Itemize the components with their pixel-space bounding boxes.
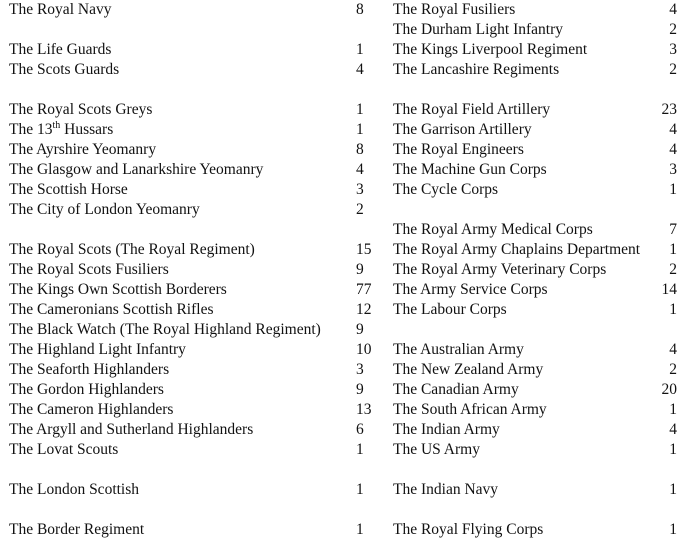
unit-name: The Scottish Horse (9, 181, 128, 198)
list-item (9, 260, 365, 280)
unit-name: The Kings Liverpool Regiment (393, 41, 588, 58)
unit-count: 4 (669, 141, 677, 158)
unit-name: The Royal Fusiliers (393, 1, 516, 18)
unit-name: The Royal Field Artillery (393, 101, 551, 118)
unit-name-part: Hussars (60, 121, 114, 138)
unit-name: The Durham Light Infantry (393, 21, 564, 38)
unit-name: The South African Army (393, 401, 547, 418)
list-item (9, 60, 365, 80)
unit-name: The Gordon Highlanders (9, 381, 164, 398)
unit-count: 20 (661, 381, 677, 398)
unit-count: 4 (669, 341, 677, 358)
list-item (9, 100, 365, 120)
list-item (9, 340, 372, 360)
unit-name: The Highland Light Infantry (9, 341, 186, 358)
list-item (393, 300, 677, 320)
list-item (9, 300, 372, 320)
unit-count: 2 (356, 201, 364, 218)
unit-name: The Cameronians Scottish Rifles (9, 301, 214, 318)
list-item (9, 200, 365, 220)
unit-name: The Indian Army (393, 421, 500, 438)
list-item (393, 400, 677, 420)
unit-name: The Royal Army Chaplains Department (393, 241, 641, 258)
unit-count: 77 (356, 281, 372, 298)
list-item (9, 520, 365, 540)
unit-count: 3 (356, 181, 364, 198)
unit-count: 1 (669, 241, 677, 258)
list-item (393, 440, 677, 460)
unit-count: 13 (356, 401, 372, 418)
list-item (9, 400, 372, 420)
list-item (393, 360, 677, 380)
unit-count: 4 (356, 61, 364, 78)
list-item (393, 260, 677, 280)
list-item (9, 240, 372, 260)
unit-count: 8 (356, 1, 364, 18)
list-item (9, 180, 365, 200)
unit-count: 9 (356, 381, 364, 398)
list-item (9, 120, 365, 140)
list-item (9, 160, 365, 180)
unit-name: The Border Regiment (9, 521, 145, 538)
unit-name: The Labour Corps (393, 301, 507, 318)
unit-count: 1 (669, 481, 677, 498)
unit-name: The Kings Own Scottish Borderers (9, 281, 227, 298)
list-item (393, 40, 677, 60)
list-item (393, 100, 677, 120)
list-item (393, 340, 677, 360)
list-item (9, 420, 365, 440)
unit-count: 1 (356, 521, 364, 538)
unit-count: 1 (356, 121, 364, 138)
unit-name: The New Zealand Army (393, 361, 544, 378)
unit-count: 4 (669, 1, 677, 18)
list-item (9, 280, 372, 300)
unit-name: The Royal Scots (The Royal Regiment) (9, 241, 255, 258)
unit-count: 2 (669, 361, 677, 378)
list-item (393, 380, 677, 400)
unit-name: The Seaforth Highlanders (9, 361, 170, 378)
unit-count: 23 (661, 101, 677, 118)
list-item (393, 520, 677, 540)
unit-name: The Scots Guards (9, 61, 120, 78)
list-item (393, 60, 677, 80)
unit-name: The Ayrshire Yeomanry (9, 141, 157, 158)
unit-name: The Lancashire Regiments (393, 61, 560, 78)
unit-name: The Lovat Scouts (9, 441, 119, 458)
list-item (9, 440, 365, 460)
unit-count: 8 (356, 141, 364, 158)
unit-count: 4 (669, 121, 677, 138)
unit-name: The Royal Scots Fusiliers (9, 261, 169, 278)
list-item (393, 280, 677, 300)
unit-count: 12 (356, 301, 372, 318)
list-item (9, 40, 365, 60)
list-item (9, 320, 365, 340)
unit-name: The Cameron Highlanders (9, 401, 174, 418)
unit-count: 15 (356, 241, 372, 258)
unit-name: The Royal Flying Corps (393, 521, 544, 538)
list-item (393, 120, 677, 140)
unit-name: The Royal Army Medical Corps (393, 221, 593, 238)
unit-count: 9 (356, 261, 364, 278)
unit-count: 7 (669, 221, 677, 238)
unit-name: The Army Service Corps (393, 281, 548, 298)
unit-count: 1 (669, 301, 677, 318)
unit-name: The Royal Army Veterinary Corps (393, 261, 607, 278)
unit-name: The Royal Scots Greys (9, 101, 153, 118)
unit-count: 4 (356, 161, 364, 178)
unit-count: 1 (669, 401, 677, 418)
list-item (393, 160, 677, 180)
unit-count: 1 (669, 181, 677, 198)
unit-count: 14 (661, 281, 677, 298)
unit-name: The Glasgow and Lanarkshire Yeomanry (9, 161, 264, 178)
list-item (393, 180, 677, 200)
unit-name (9, 120, 113, 140)
unit-name: The Life Guards (9, 41, 112, 58)
list-item (393, 220, 677, 240)
unit-count: 4 (669, 421, 677, 438)
unit-count: 3 (669, 161, 677, 178)
unit-name: The Royal Engineers (393, 141, 524, 158)
unit-name: The City of London Yeomanry (9, 201, 200, 218)
list-item (393, 480, 677, 500)
unit-count: 10 (356, 341, 372, 358)
unit-name: The Indian Navy (393, 481, 499, 498)
unit-count: 1 (356, 481, 364, 498)
unit-count: 6 (356, 421, 364, 438)
list-item (9, 480, 365, 500)
unit-name-part: The 13 (9, 121, 53, 138)
list-item (393, 240, 677, 260)
list-item (393, 140, 677, 160)
unit-name: The Canadian Army (393, 381, 519, 398)
unit-count: 3 (356, 361, 364, 378)
list-item (393, 0, 677, 20)
unit-count: 2 (669, 21, 677, 38)
unit-name: The Black Watch (The Royal Highland Regiment) (9, 321, 321, 338)
unit-name: The London Scottish (9, 481, 140, 498)
list-item (9, 140, 365, 160)
list-item (393, 20, 677, 40)
list-item (393, 420, 677, 440)
unit-count: 1 (669, 521, 677, 538)
unit-name: The US Army (393, 441, 480, 458)
unit-count: 1 (356, 101, 364, 118)
unit-count: 9 (356, 321, 364, 338)
unit-name: The Cycle Corps (393, 181, 499, 198)
unit-name: The Machine Gun Corps (393, 161, 547, 178)
ordinal-suffix: th (52, 119, 61, 131)
unit-count: 2 (669, 61, 677, 78)
unit-count: 1 (356, 441, 364, 458)
unit-count: 1 (669, 441, 677, 458)
unit-name: The Royal Navy (9, 1, 112, 18)
list-item (9, 0, 365, 20)
unit-count: 2 (669, 261, 677, 278)
list-item (9, 380, 365, 400)
list-item (9, 360, 365, 380)
unit-name: The Australian Army (393, 341, 524, 358)
unit-name: The Garrison Artillery (393, 121, 532, 138)
unit-count: 3 (669, 41, 677, 58)
unit-count: 1 (356, 41, 364, 58)
unit-name: The Argyll and Sutherland Highlanders (9, 421, 254, 438)
